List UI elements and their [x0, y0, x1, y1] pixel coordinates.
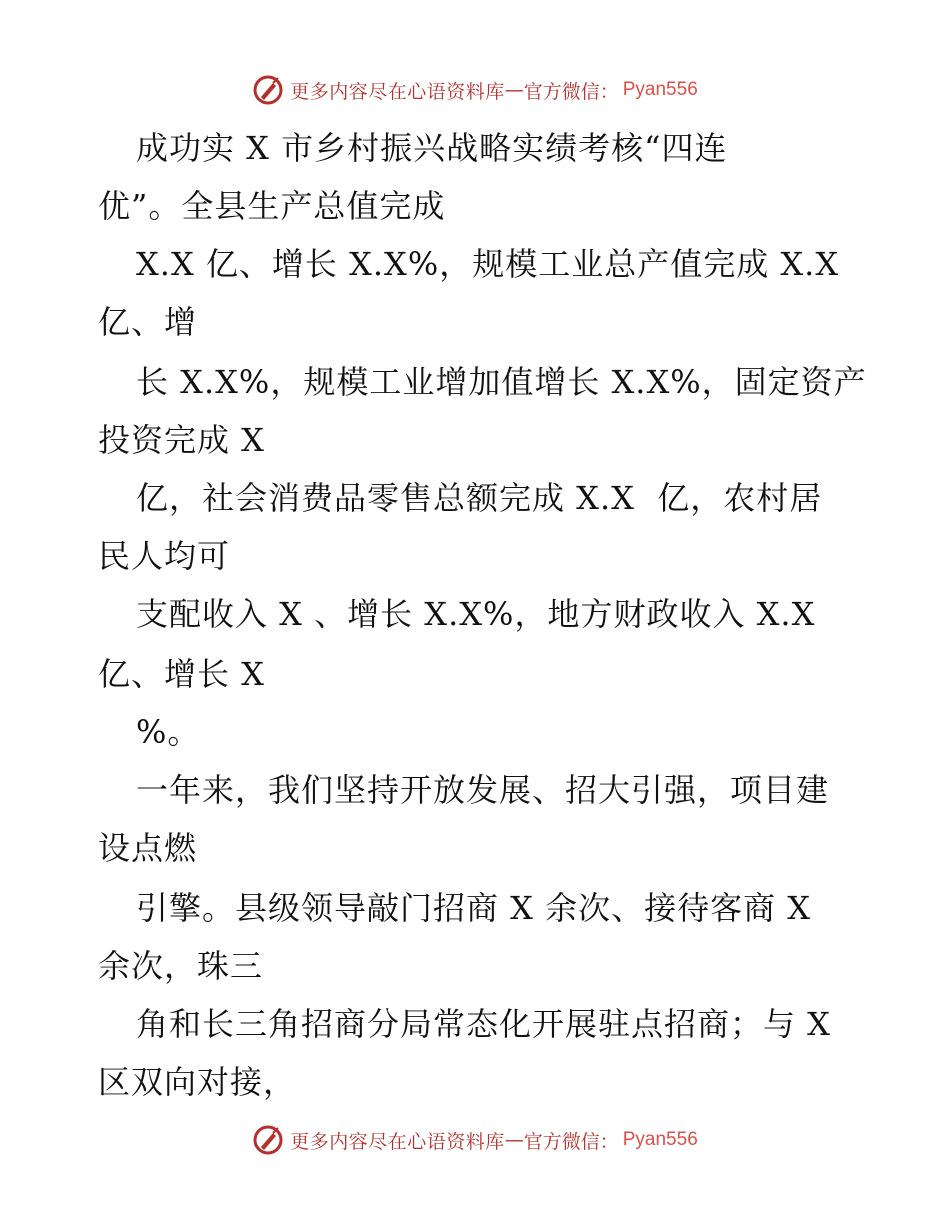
text-line: 支配收入 X 、增长 X.X%，地方财政收入 X.X — [136, 595, 816, 633]
text-line: 民人均可 — [98, 537, 231, 575]
text-line: 区双向对接， — [98, 1063, 297, 1101]
watermark-dash: — — [504, 1129, 524, 1151]
text-line: X.X 亿、增长 X.X%，规模工业总产值完成 X.X — [136, 245, 840, 283]
watermark-text: 更多内容尽在心语资料库 — [290, 80, 505, 103]
watermark-sub: 官方微信： — [523, 80, 619, 103]
text-line: 角和长三角招商分局常态化开展驻点招商；与 X — [136, 1005, 831, 1043]
text-line: 投资完成 X — [98, 421, 265, 459]
text-line: 优”。全县生产总值完成 — [98, 187, 446, 225]
text-line: %。 — [136, 713, 201, 751]
text-line: 余次，珠三 — [98, 947, 264, 985]
footer-watermark — [0, 1120, 950, 1160]
watermark-id: Pyan556 — [622, 1129, 698, 1150]
text-line: 亿、增长 X — [98, 655, 265, 693]
watermark-sub: 官方微信： — [523, 1130, 619, 1153]
text-line: 长 X.X%，规模工业增加值增长 X.X%，固定资产 — [136, 363, 867, 401]
pen-logo-icon — [252, 1124, 284, 1156]
watermark-id: Pyan556 — [622, 79, 698, 100]
text-line: 一年来，我们坚持开放发展、招大引强，项目建 — [136, 771, 830, 809]
text-line: 成功实 X 市乡村振兴战略实绩考核“四连 — [136, 129, 728, 167]
text-line: 引擎。县级领导敲门招商 X 余次、接待客商 X — [136, 889, 812, 927]
text-line: 亿、增 — [98, 303, 198, 341]
text-line: 亿，社会消费品零售总额完成 X.X 亿，农村居 — [136, 479, 823, 517]
watermark-text: 更多内容尽在心语资料库 — [290, 1130, 505, 1153]
text-line: 设点燃 — [98, 829, 198, 867]
watermark-dash: — — [504, 79, 524, 101]
